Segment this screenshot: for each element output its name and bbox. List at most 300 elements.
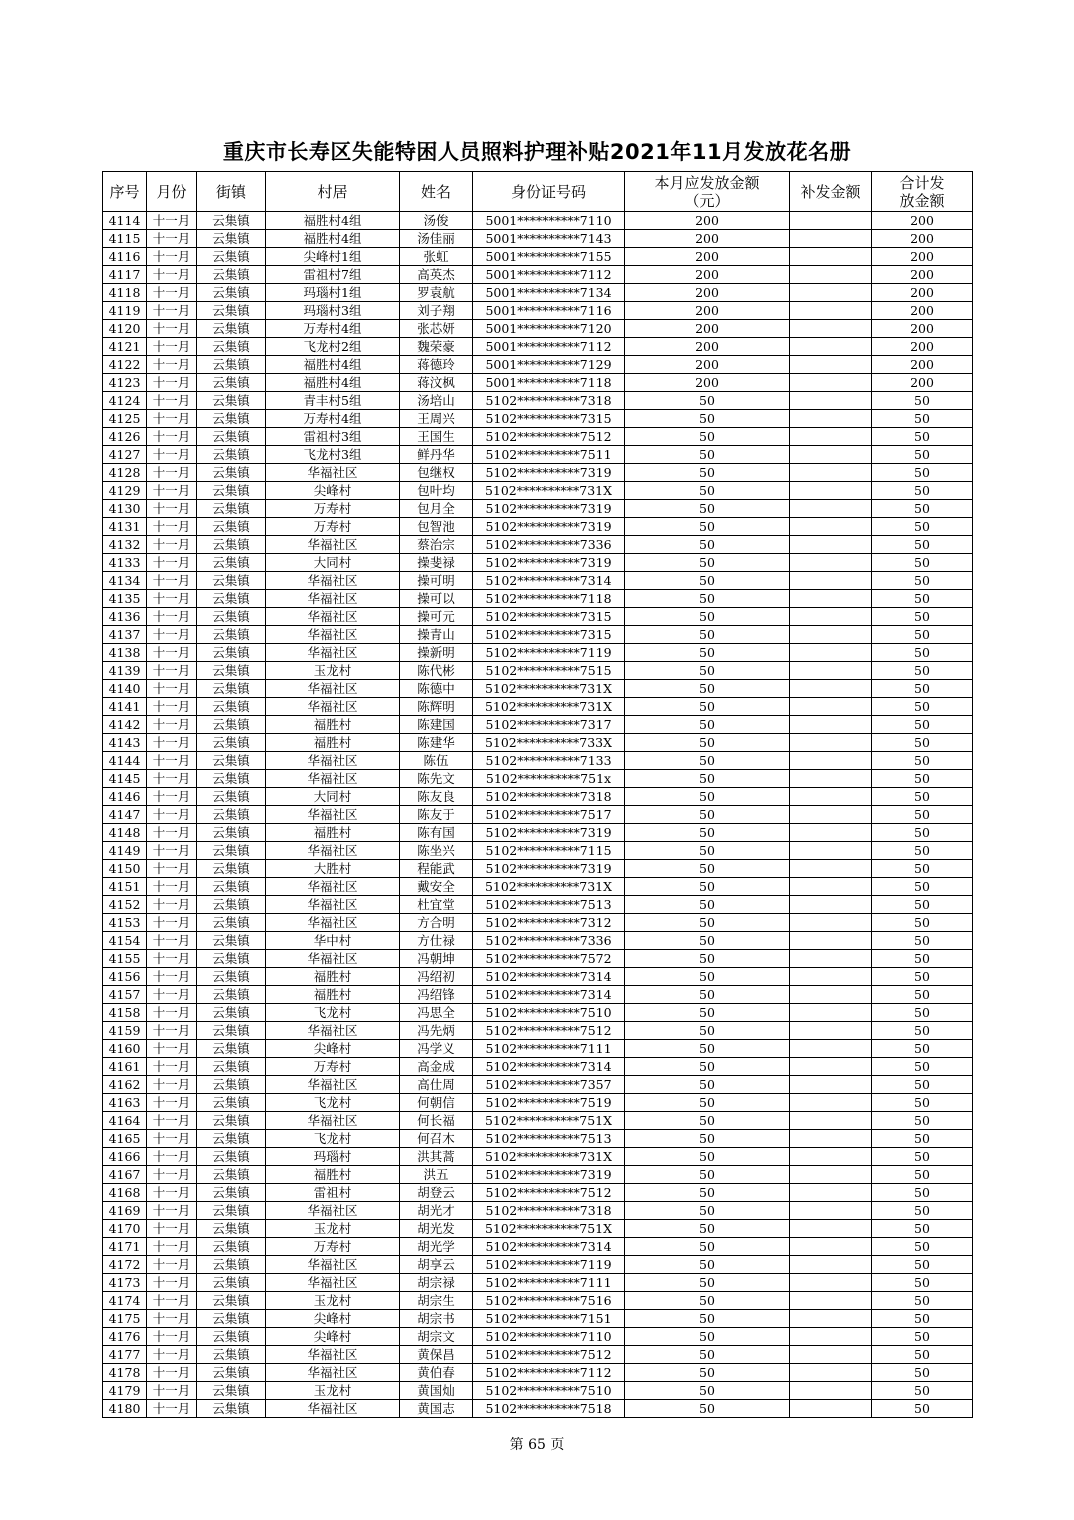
row-village: 华中村 [266, 932, 400, 950]
col-header-id-number: 身份证号码 [473, 172, 625, 212]
row-town: 云集镇 [197, 1256, 266, 1274]
row-monthly-amount: 50 [625, 1058, 790, 1076]
row-month: 十一月 [147, 1400, 197, 1418]
row-village: 万寿村4组 [266, 320, 400, 338]
row-town: 云集镇 [197, 896, 266, 914]
row-name: 何长福 [400, 1112, 473, 1130]
row-month: 十一月 [147, 878, 197, 896]
table-row [103, 950, 973, 968]
row-index: 4160 [103, 1040, 147, 1058]
row-village: 雷祖村7组 [266, 266, 400, 284]
row-month: 十一月 [147, 734, 197, 752]
row-monthly-amount: 50 [625, 1328, 790, 1346]
table-row [103, 500, 973, 518]
row-supplement [790, 518, 872, 536]
row-supplement [790, 680, 872, 698]
row-name: 蒋汶枫 [400, 374, 473, 392]
table-row [103, 1400, 973, 1418]
row-total: 50 [872, 410, 973, 428]
row-index: 4170 [103, 1220, 147, 1238]
row-id-number: 5102**********7317 [473, 716, 625, 734]
table-row [103, 824, 973, 842]
row-monthly-amount: 50 [625, 1040, 790, 1058]
row-name: 刘子翔 [400, 302, 473, 320]
row-month: 十一月 [147, 302, 197, 320]
row-supplement [790, 896, 872, 914]
row-name: 方仕禄 [400, 932, 473, 950]
table-body [103, 212, 973, 1418]
row-supplement [790, 374, 872, 392]
row-month: 十一月 [147, 1058, 197, 1076]
row-total: 50 [872, 788, 973, 806]
row-town: 云集镇 [197, 842, 266, 860]
table-row [103, 932, 973, 950]
row-supplement [790, 716, 872, 734]
row-id-number: 5102**********7512 [473, 428, 625, 446]
table-row [103, 554, 973, 572]
row-monthly-amount: 50 [625, 446, 790, 464]
row-total: 200 [872, 356, 973, 374]
row-index: 4175 [103, 1310, 147, 1328]
row-town: 云集镇 [197, 878, 266, 896]
row-village: 华福社区 [266, 1364, 400, 1382]
row-total: 50 [872, 500, 973, 518]
row-month: 十一月 [147, 1112, 197, 1130]
row-total: 50 [872, 662, 973, 680]
row-village: 福胜村4组 [266, 230, 400, 248]
table-row [103, 662, 973, 680]
row-index: 4153 [103, 914, 147, 932]
table-row [103, 752, 973, 770]
row-town: 云集镇 [197, 464, 266, 482]
table-header-row [103, 172, 973, 212]
row-index: 4140 [103, 680, 147, 698]
row-id-number: 5001**********7120 [473, 320, 625, 338]
row-supplement [790, 1346, 872, 1364]
row-supplement [790, 734, 872, 752]
row-monthly-amount: 50 [625, 680, 790, 698]
row-monthly-amount: 50 [625, 1166, 790, 1184]
row-id-number: 5001**********7110 [473, 212, 625, 230]
row-id-number: 5102**********7314 [473, 572, 625, 590]
row-name: 高金成 [400, 1058, 473, 1076]
row-name: 胡光学 [400, 1238, 473, 1256]
col-header-monthly-amount: 本月应发放金额（元） [625, 172, 790, 212]
row-town: 云集镇 [197, 950, 266, 968]
row-name: 杜宜堂 [400, 896, 473, 914]
row-supplement [790, 212, 872, 230]
row-village: 福胜村 [266, 968, 400, 986]
row-monthly-amount: 50 [625, 860, 790, 878]
col-header-month: 月份 [147, 172, 197, 212]
row-village: 玛瑙村1组 [266, 284, 400, 302]
row-town: 云集镇 [197, 1040, 266, 1058]
row-monthly-amount: 50 [625, 392, 790, 410]
row-village: 飞龙村 [266, 1130, 400, 1148]
row-total: 50 [872, 1292, 973, 1310]
row-id-number: 5102**********7510 [473, 1004, 625, 1022]
row-supplement [790, 464, 872, 482]
row-supplement [790, 914, 872, 932]
row-monthly-amount: 50 [625, 662, 790, 680]
row-town: 云集镇 [197, 1274, 266, 1292]
table-row [103, 284, 973, 302]
row-total: 50 [872, 986, 973, 1004]
row-supplement [790, 1094, 872, 1112]
row-month: 十一月 [147, 356, 197, 374]
row-name: 陈建国 [400, 716, 473, 734]
row-town: 云集镇 [197, 968, 266, 986]
row-monthly-amount: 200 [625, 212, 790, 230]
row-village: 华福社区 [266, 608, 400, 626]
row-id-number: 5102**********731X [473, 482, 625, 500]
row-monthly-amount: 50 [625, 1022, 790, 1040]
row-town: 云集镇 [197, 1076, 266, 1094]
row-monthly-amount: 50 [625, 914, 790, 932]
row-monthly-amount: 50 [625, 734, 790, 752]
row-name: 王国生 [400, 428, 473, 446]
row-id-number: 5102**********731X [473, 1148, 625, 1166]
row-town: 云集镇 [197, 374, 266, 392]
row-name: 冯朝坤 [400, 950, 473, 968]
row-index: 4124 [103, 392, 147, 410]
row-index: 4132 [103, 536, 147, 554]
row-village: 玉龙村 [266, 1220, 400, 1238]
row-supplement [790, 1382, 872, 1400]
row-month: 十一月 [147, 662, 197, 680]
row-supplement [790, 644, 872, 662]
row-town: 云集镇 [197, 248, 266, 266]
row-total: 50 [872, 770, 973, 788]
row-supplement [790, 302, 872, 320]
row-index: 4137 [103, 626, 147, 644]
row-monthly-amount: 50 [625, 1094, 790, 1112]
row-village: 华福社区 [266, 1022, 400, 1040]
row-index: 4138 [103, 644, 147, 662]
row-village: 华福社区 [266, 752, 400, 770]
row-month: 十一月 [147, 392, 197, 410]
row-index: 4149 [103, 842, 147, 860]
row-monthly-amount: 50 [625, 536, 790, 554]
row-town: 云集镇 [197, 1292, 266, 1310]
page-number: 第 65 页 [509, 1437, 565, 1453]
row-village: 华福社区 [266, 536, 400, 554]
row-month: 十一月 [147, 626, 197, 644]
row-index: 4176 [103, 1328, 147, 1346]
table-row [103, 644, 973, 662]
row-total: 50 [872, 806, 973, 824]
row-village: 华福社区 [266, 878, 400, 896]
row-town: 云集镇 [197, 428, 266, 446]
row-supplement [790, 320, 872, 338]
row-id-number: 5102**********7512 [473, 1022, 625, 1040]
row-total: 50 [872, 572, 973, 590]
row-month: 十一月 [147, 1094, 197, 1112]
row-village: 华福社区 [266, 644, 400, 662]
row-village: 福胜村 [266, 716, 400, 734]
row-supplement [790, 446, 872, 464]
row-town: 云集镇 [197, 356, 266, 374]
row-village: 飞龙村 [266, 1094, 400, 1112]
row-town: 云集镇 [197, 608, 266, 626]
row-id-number: 5102**********7319 [473, 518, 625, 536]
row-index: 4179 [103, 1382, 147, 1400]
row-supplement [790, 950, 872, 968]
row-village: 飞龙村2组 [266, 338, 400, 356]
row-supplement [790, 284, 872, 302]
table-row [103, 1166, 973, 1184]
row-month: 十一月 [147, 1202, 197, 1220]
row-village: 万寿村 [266, 1238, 400, 1256]
row-village: 华福社区 [266, 950, 400, 968]
row-index: 4156 [103, 968, 147, 986]
row-id-number: 5102**********7572 [473, 950, 625, 968]
row-month: 十一月 [147, 374, 197, 392]
row-supplement [790, 788, 872, 806]
row-index: 4126 [103, 428, 147, 446]
table-row [103, 770, 973, 788]
row-month: 十一月 [147, 860, 197, 878]
row-monthly-amount: 50 [625, 950, 790, 968]
row-id-number: 5102**********7318 [473, 1202, 625, 1220]
row-supplement [790, 1130, 872, 1148]
row-name: 陈代彬 [400, 662, 473, 680]
row-village: 雷祖村 [266, 1184, 400, 1202]
row-month: 十一月 [147, 770, 197, 788]
row-village: 华福社区 [266, 680, 400, 698]
row-name: 陈建华 [400, 734, 473, 752]
table-row [103, 212, 973, 230]
row-name: 何召木 [400, 1130, 473, 1148]
row-id-number: 5102**********7516 [473, 1292, 625, 1310]
table-row [103, 392, 973, 410]
row-total: 50 [872, 698, 973, 716]
row-supplement [790, 626, 872, 644]
row-month: 十一月 [147, 680, 197, 698]
row-name: 冯思全 [400, 1004, 473, 1022]
row-month: 十一月 [147, 1076, 197, 1094]
row-id-number: 5102**********7512 [473, 1346, 625, 1364]
row-village: 尖峰村1组 [266, 248, 400, 266]
col-header-town: 街镇 [197, 172, 266, 212]
row-supplement [790, 1184, 872, 1202]
row-town: 云集镇 [197, 338, 266, 356]
row-index: 4119 [103, 302, 147, 320]
row-id-number: 5102**********7336 [473, 536, 625, 554]
table-row [103, 446, 973, 464]
row-month: 十一月 [147, 950, 197, 968]
row-month: 十一月 [147, 338, 197, 356]
row-name: 胡享云 [400, 1256, 473, 1274]
row-month: 十一月 [147, 1364, 197, 1382]
row-monthly-amount: 50 [625, 1220, 790, 1238]
row-monthly-amount: 50 [625, 626, 790, 644]
row-index: 4152 [103, 896, 147, 914]
row-village: 大同村 [266, 788, 400, 806]
row-monthly-amount: 50 [625, 896, 790, 914]
row-monthly-amount: 200 [625, 356, 790, 374]
row-supplement [790, 536, 872, 554]
row-supplement [790, 1256, 872, 1274]
row-total: 50 [872, 842, 973, 860]
row-monthly-amount: 50 [625, 878, 790, 896]
col-header-total: 合计发放金额 [872, 172, 973, 212]
row-index: 4150 [103, 860, 147, 878]
table-row [103, 536, 973, 554]
row-month: 十一月 [147, 608, 197, 626]
row-index: 4118 [103, 284, 147, 302]
row-index: 4177 [103, 1346, 147, 1364]
row-name: 冯绍初 [400, 968, 473, 986]
row-id-number: 5102**********7319 [473, 860, 625, 878]
row-town: 云集镇 [197, 590, 266, 608]
row-name: 胡宗生 [400, 1292, 473, 1310]
row-monthly-amount: 200 [625, 230, 790, 248]
row-index: 4131 [103, 518, 147, 536]
row-town: 云集镇 [197, 1220, 266, 1238]
row-town: 云集镇 [197, 410, 266, 428]
row-name: 包叶均 [400, 482, 473, 500]
row-id-number: 5102**********733X [473, 734, 625, 752]
row-town: 云集镇 [197, 1364, 266, 1382]
row-town: 云集镇 [197, 806, 266, 824]
row-month: 十一月 [147, 428, 197, 446]
row-month: 十一月 [147, 842, 197, 860]
row-monthly-amount: 50 [625, 824, 790, 842]
row-village: 玉龙村 [266, 1382, 400, 1400]
row-supplement [790, 698, 872, 716]
row-month: 十一月 [147, 518, 197, 536]
row-id-number: 5102**********731X [473, 878, 625, 896]
row-monthly-amount: 50 [625, 842, 790, 860]
row-village: 华福社区 [266, 806, 400, 824]
row-monthly-amount: 50 [625, 1238, 790, 1256]
row-total: 50 [872, 932, 973, 950]
row-month: 十一月 [147, 500, 197, 518]
row-supplement [790, 230, 872, 248]
row-monthly-amount: 50 [625, 1274, 790, 1292]
table-row [103, 1058, 973, 1076]
row-index: 4168 [103, 1184, 147, 1202]
row-town: 云集镇 [197, 914, 266, 932]
row-name: 罗袁航 [400, 284, 473, 302]
row-town: 云集镇 [197, 626, 266, 644]
row-total: 50 [872, 608, 973, 626]
row-index: 4178 [103, 1364, 147, 1382]
row-name: 包智池 [400, 518, 473, 536]
table-row [103, 230, 973, 248]
row-index: 4161 [103, 1058, 147, 1076]
row-village: 华福社区 [266, 698, 400, 716]
row-index: 4159 [103, 1022, 147, 1040]
table-row [103, 788, 973, 806]
row-id-number: 5102**********7314 [473, 1058, 625, 1076]
row-supplement [790, 356, 872, 374]
row-month: 十一月 [147, 482, 197, 500]
row-supplement [790, 1274, 872, 1292]
row-month: 十一月 [147, 824, 197, 842]
row-supplement [790, 248, 872, 266]
row-supplement [790, 842, 872, 860]
row-month: 十一月 [147, 1040, 197, 1058]
row-id-number: 5102**********7511 [473, 446, 625, 464]
row-total: 50 [872, 392, 973, 410]
row-index: 4117 [103, 266, 147, 284]
row-name: 鲜丹华 [400, 446, 473, 464]
row-supplement [790, 1166, 872, 1184]
row-monthly-amount: 50 [625, 770, 790, 788]
row-month: 十一月 [147, 230, 197, 248]
row-town: 云集镇 [197, 302, 266, 320]
row-town: 云集镇 [197, 752, 266, 770]
row-monthly-amount: 50 [625, 698, 790, 716]
row-village: 华福社区 [266, 572, 400, 590]
row-village: 华福社区 [266, 770, 400, 788]
row-id-number: 5102**********7315 [473, 626, 625, 644]
row-total: 50 [872, 716, 973, 734]
row-month: 十一月 [147, 284, 197, 302]
row-supplement [790, 1328, 872, 1346]
row-month: 十一月 [147, 716, 197, 734]
row-index: 4130 [103, 500, 147, 518]
row-supplement [790, 1202, 872, 1220]
row-index: 4129 [103, 482, 147, 500]
row-month: 十一月 [147, 1274, 197, 1292]
row-supplement [790, 1400, 872, 1418]
table-row [103, 1364, 973, 1382]
row-monthly-amount: 50 [625, 1256, 790, 1274]
row-index: 4116 [103, 248, 147, 266]
row-index: 4127 [103, 446, 147, 464]
row-name: 操青山 [400, 626, 473, 644]
row-month: 十一月 [147, 1238, 197, 1256]
row-supplement [790, 1310, 872, 1328]
table-row [103, 1184, 973, 1202]
row-supplement [790, 878, 872, 896]
row-id-number: 5102**********7319 [473, 554, 625, 572]
row-town: 云集镇 [197, 1148, 266, 1166]
row-village: 福胜村 [266, 824, 400, 842]
row-monthly-amount: 50 [625, 1184, 790, 1202]
row-monthly-amount: 50 [625, 1202, 790, 1220]
row-village: 尖峰村 [266, 482, 400, 500]
row-name: 胡光才 [400, 1202, 473, 1220]
row-id-number: 5102**********7513 [473, 1130, 625, 1148]
row-supplement [790, 824, 872, 842]
row-town: 云集镇 [197, 1166, 266, 1184]
row-total: 50 [872, 518, 973, 536]
row-town: 云集镇 [197, 788, 266, 806]
row-month: 十一月 [147, 1256, 197, 1274]
table-row [103, 1094, 973, 1112]
row-id-number: 5102**********7357 [473, 1076, 625, 1094]
row-name: 戴安全 [400, 878, 473, 896]
row-village: 福胜村 [266, 986, 400, 1004]
row-name: 汤培山 [400, 392, 473, 410]
table-row [103, 680, 973, 698]
row-name: 胡登云 [400, 1184, 473, 1202]
row-village: 福胜村4组 [266, 212, 400, 230]
row-town: 云集镇 [197, 284, 266, 302]
row-monthly-amount: 200 [625, 338, 790, 356]
row-supplement [790, 1058, 872, 1076]
table-row [103, 338, 973, 356]
row-village: 华福社区 [266, 1274, 400, 1292]
row-village: 玛瑙村 [266, 1148, 400, 1166]
row-name: 陈有国 [400, 824, 473, 842]
row-id-number: 5102**********7315 [473, 608, 625, 626]
row-monthly-amount: 50 [625, 1076, 790, 1094]
